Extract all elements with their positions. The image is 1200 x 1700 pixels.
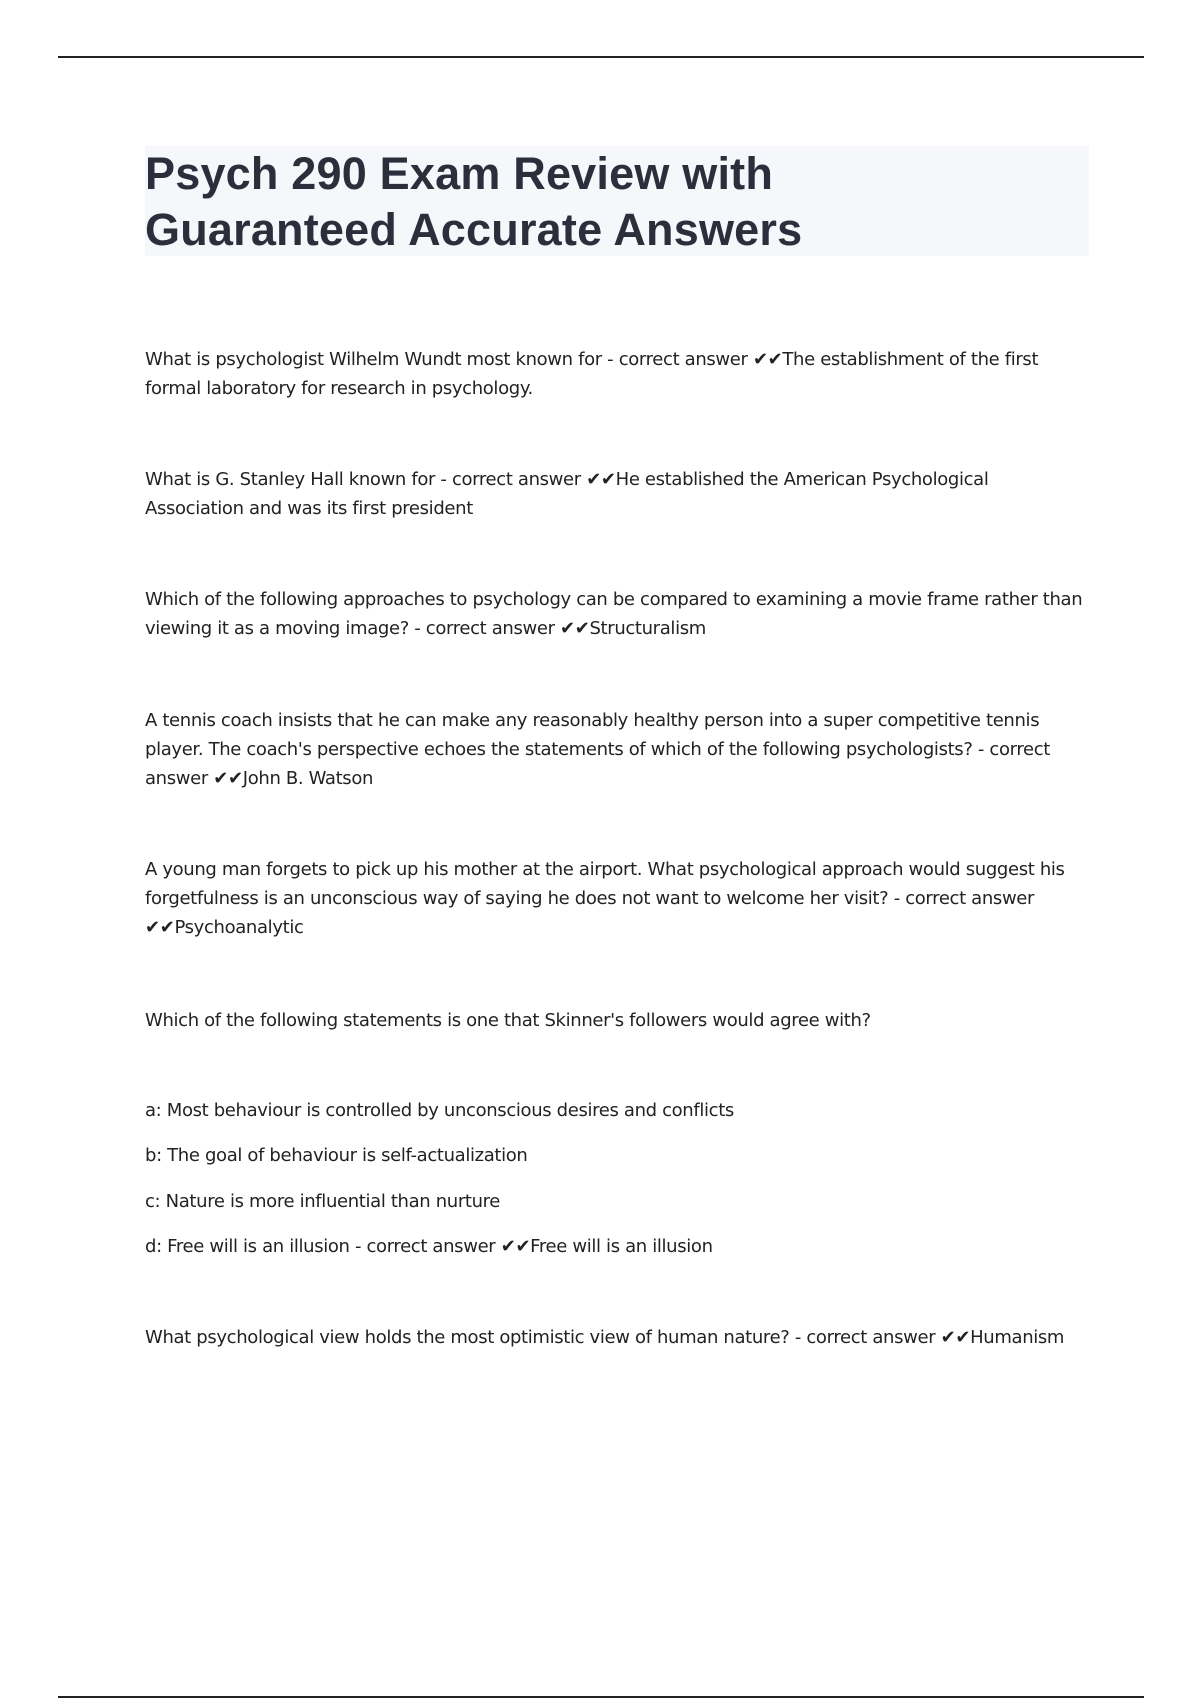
option-b: b: The goal of behaviour is self-actualization xyxy=(145,1145,528,1166)
title-line-2: Guaranteed Accurate Answers xyxy=(145,204,803,255)
option-a: a: Most behaviour is controlled by unconscious desires and conflicts xyxy=(145,1100,734,1121)
question-text: A young man forgets to pick up his mother at the airport. What psychological approach would suggest his forgetfulness is an unconscious way of saying he does not want to welcome her visit? - correct answer xyxy=(145,859,1065,909)
qa-item-4 xyxy=(145,706,1085,793)
bottom-rule xyxy=(58,1696,1144,1698)
question-text: What is G. Stanley Hall known for - correct answer xyxy=(145,469,587,490)
qa-item-6 xyxy=(145,1006,1085,1035)
question-text: Which of the following statements is one that Skinner's followers would agree with? xyxy=(145,1010,871,1031)
title-line-1: Psych 290 Exam Review with xyxy=(145,148,774,199)
qa-item-1 xyxy=(145,345,1085,403)
question-text: What psychological view holds the most optimistic view of human nature? - correct answer xyxy=(145,1327,941,1348)
question-text: Which of the following approaches to psychology can be compared to examining a movie frame rather than viewing it as a moving image? - correct answer xyxy=(145,589,1083,639)
question-text: What is psychologist Wilhelm Wundt most known for - correct answer xyxy=(145,349,753,370)
answer-text: ✔✔The establishment of the first formal laboratory for research in psychology. xyxy=(145,349,1039,399)
qa-item-7 xyxy=(145,1323,1085,1352)
answer-text: ✔✔He established the American Psychological Association and was its first president xyxy=(145,469,989,519)
answer-text: ✔✔Psychoanalytic xyxy=(145,917,304,938)
option-d: d: Free will is an illusion - correct answer ✔✔Free will is an illusion xyxy=(145,1236,713,1257)
qa-item-5 xyxy=(145,855,1085,942)
answer-text: ✔✔Structuralism xyxy=(560,618,706,639)
option-c: c: Nature is more influential than nurture xyxy=(145,1191,501,1212)
answer-text: ✔✔Humanism xyxy=(940,1327,1065,1348)
qa-item-2 xyxy=(145,465,1085,523)
document-title xyxy=(145,146,1089,256)
question-text: A tennis coach insists that he can make any reasonably healthy person into a super competitive tennis player. The coach's perspective echoes the statements of which of the following psychologists? - correct answer xyxy=(145,710,1050,789)
answer-text: ✔✔John B. Watson xyxy=(213,768,374,789)
qa-item-3 xyxy=(145,585,1085,643)
top-rule xyxy=(58,56,1144,58)
